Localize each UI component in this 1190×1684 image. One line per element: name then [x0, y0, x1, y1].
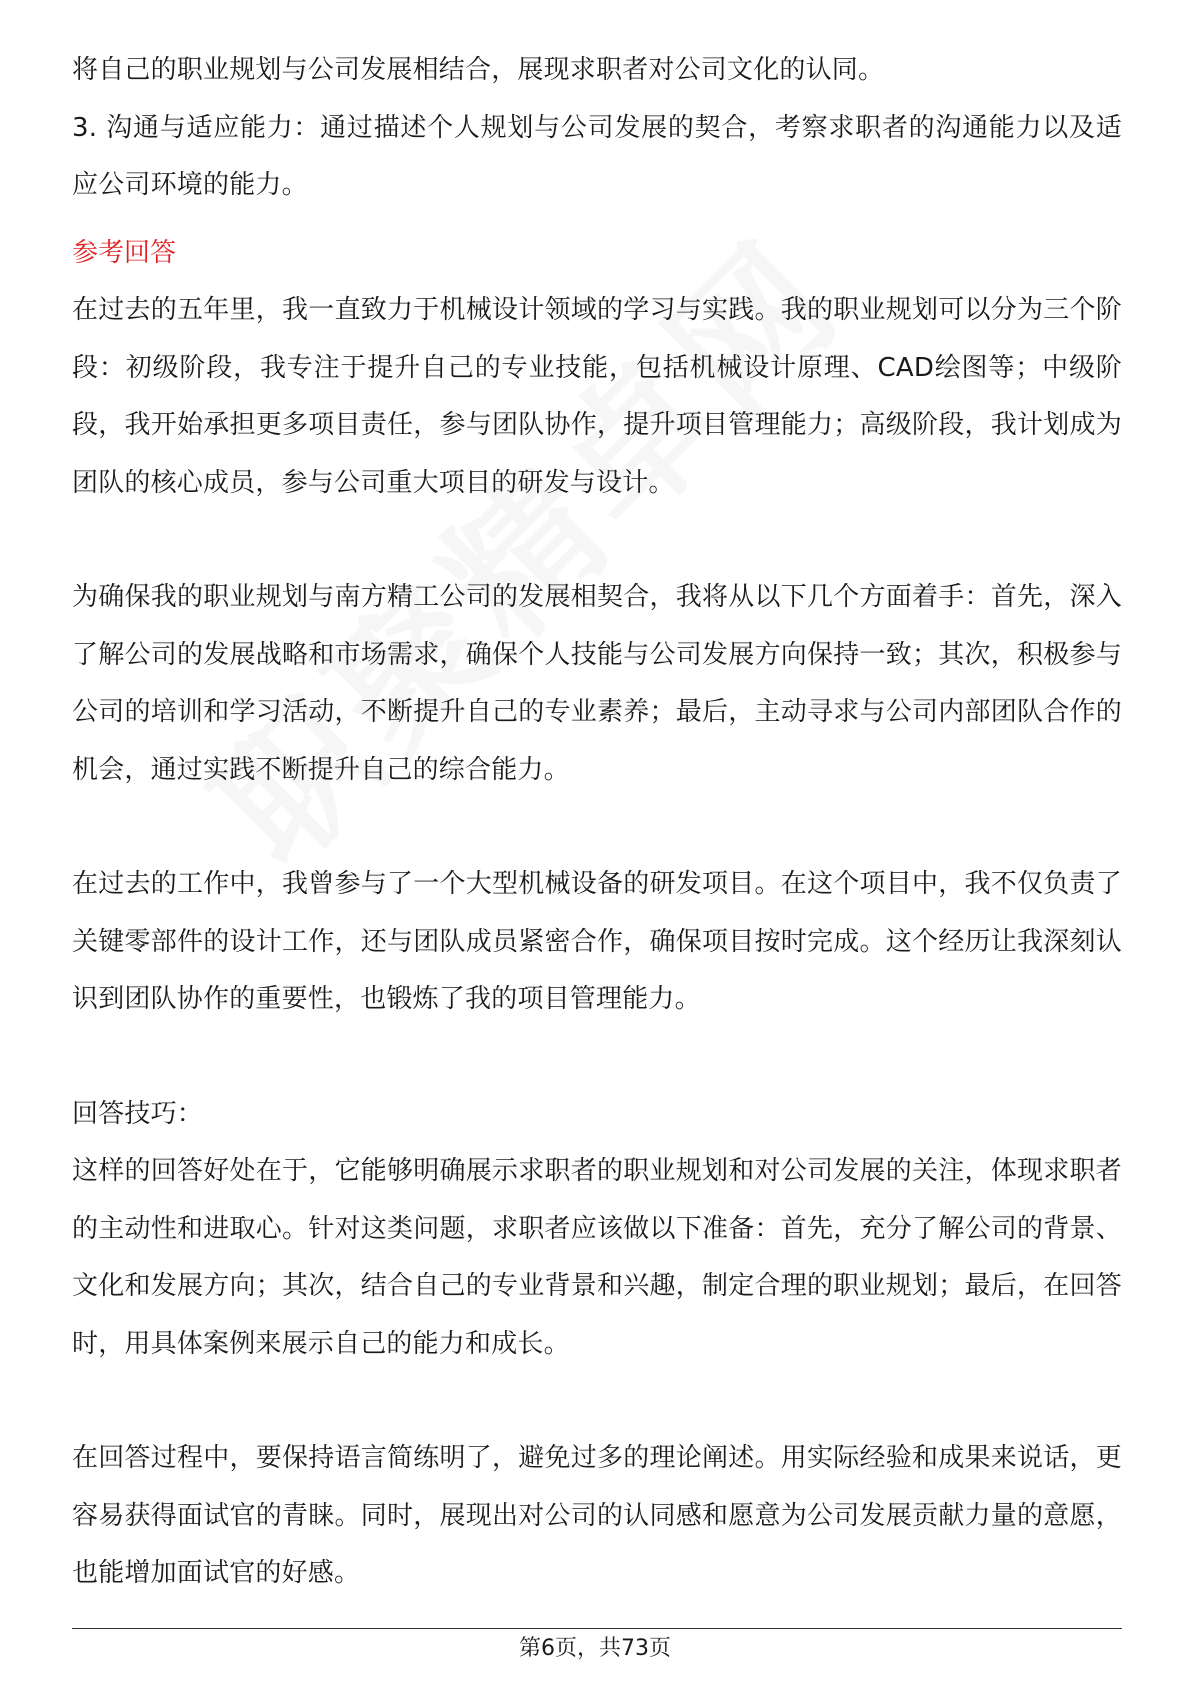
tips-paragraph-1: 这样的回答好处在于，它能够明确展示求职者的职业规划和对公司发展的关注，体现求职者的主动性和进取心。针对这类问题，求职者应该做以下准备：首先，充分了解公司的背景、文化和发展方向；其次，结合自己的专业背景和兴趣，制定合理的职业规划；最后，在回答时，用具体案例来展示自己的能力和成长。: [72, 1156, 1122, 1359]
page-number: 第6页，共73页: [519, 1636, 671, 1661]
tips-paragraph-2: 在回答过程中，要保持语言简练明了，避免过多的理论阐述。用实际经验和成果来说话，更容易获得面试官的青睐。同时，展现出对公司的认同感和愿意为公司发展贡献力量的意愿，也能增加面试官的好感。: [72, 1443, 1122, 1588]
reference-paragraph-2: 为确保我的职业规划与南方精工公司的发展相契合，我将从以下几个方面着手：首先，深入了解公司的发展战略和市场需求，确保个人技能与公司发展方向保持一致；其次，积极参与公司的培训和学习活动，不断提升自己的专业素养；最后，主动寻求与公司内部团队合作的机会，通过实践不断提升自己的综合能力。: [72, 582, 1122, 785]
tips-title: 回答技巧：: [72, 1098, 204, 1129]
reference-answer-title: 参考回答: [72, 237, 177, 268]
reference-paragraph-3: 在过去的工作中，我曾参与了一个大型机械设备的研发项目。在这个项目中，我不仅负责了关键零部件的设计工作，还与团队成员紧密合作，确保项目按时完成。这个经历让我深刻认识到团队协作的重要性，也锻炼了我的项目管理能力。: [72, 869, 1122, 1014]
intro-point-3: 3. 沟通与适应能力：通过描述个人规划与公司发展的契合，考察求职者的沟通能力以及适应公司环境的能力。: [72, 112, 1122, 200]
page-content: [72, 42, 1122, 1603]
reference-paragraph-1: 在过去的五年里，我一直致力于机械设计领域的学习与实践。我的职业规划可以分为三个阶段：初级阶段，我专注于提升自己的专业技能，包括机械设计原理、CAD绘图等；中级阶段，我开始承担更多项目责任，参与团队协作，提升项目管理能力；高级阶段，我计划成为团队的核心成员，参与公司重大项目的研发与设计。: [72, 295, 1122, 498]
footer-divider: [72, 1628, 1122, 1629]
intro-line: 将自己的职业规划与公司发展相结合，展现求职者对公司文化的认同。: [72, 55, 885, 85]
